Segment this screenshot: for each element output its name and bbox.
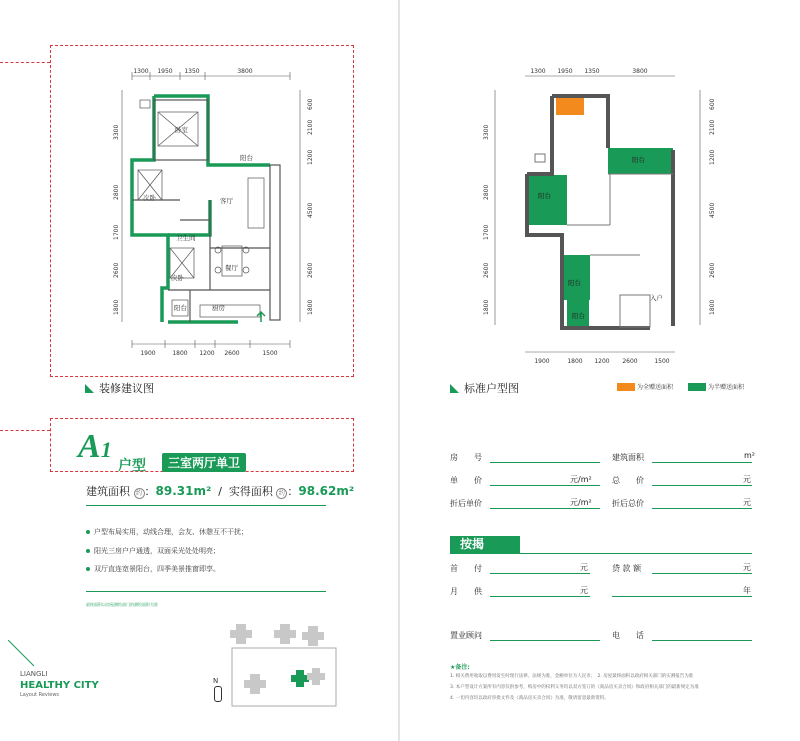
std-dim-left-3: 1700 <box>483 224 490 240</box>
build-area-field[interactable] <box>652 462 752 463</box>
brand-small: LIANGLI <box>20 670 48 678</box>
unit-yuan-total: 元 <box>743 475 751 484</box>
label-monthly: 月 供 <box>450 587 482 596</box>
std-dim-top-1: 1300 <box>530 68 546 75</box>
remarks-title: ★备注: <box>450 664 470 671</box>
caption-marker-icon <box>450 384 459 393</box>
dim-top-4: 3800 <box>237 68 253 75</box>
std-dim-right-1: 600 <box>709 98 716 110</box>
label-room-no: 房 号 <box>450 453 482 462</box>
phone-field[interactable] <box>652 640 752 641</box>
unit-letter <box>78 428 112 466</box>
unit-yuan-down: 元 <box>580 563 588 572</box>
down-payment-field[interactable] <box>490 573 590 574</box>
dim-bottom-4: 2600 <box>224 350 240 357</box>
caption-marker-icon <box>85 384 94 393</box>
std-dim-bottom-5: 1500 <box>654 358 670 365</box>
legend-half-text: 为半赠送面积 <box>708 384 745 391</box>
dim-right-4: 4500 <box>307 202 314 218</box>
bullet-icon <box>86 567 90 571</box>
unit-yuan-m2: 元/m² <box>570 475 592 484</box>
std-dim-top-2: 1950 <box>557 68 573 75</box>
feature-1-text: 户型布局实用，动线合理，会友、休憩互不干扰； <box>94 528 248 536</box>
monthly-field[interactable] <box>490 596 590 597</box>
std-dim-left-4: 2600 <box>483 262 490 278</box>
room-bedroom: 卧室 <box>175 126 188 134</box>
label-discount-price: 折后单价 <box>450 499 482 508</box>
room-second-bedroom-1: 次卧 <box>143 194 156 202</box>
dim-bottom-5: 1500 <box>262 350 278 357</box>
dim-right-6: 1800 <box>307 299 314 315</box>
approx-icon: 约 <box>134 488 145 499</box>
std-dim-right-3: 1200 <box>709 149 716 165</box>
std-dim-bottom-1: 1900 <box>534 358 550 365</box>
label-phone: 电 话 <box>612 631 644 640</box>
std-dim-left-5: 1800 <box>483 299 490 315</box>
room-living-room: 客厅 <box>220 197 233 205</box>
area-note: 最终面积以房屋测绘部门的测绘面积为准 <box>86 602 158 607</box>
balcony-left-fill <box>527 175 567 225</box>
full-gift-area <box>556 97 584 115</box>
std-room-balcony-top: 阳台 <box>632 156 645 164</box>
label-unit-price: 单 价 <box>450 476 482 485</box>
dim-left-2: 2800 <box>113 184 120 200</box>
dim-bottom-1: 1900 <box>140 350 156 357</box>
caption-furnished-text: 装修建议图 <box>99 382 154 395</box>
feature-1 <box>86 527 248 537</box>
unit-tag: 三室两厅单卫 <box>162 453 246 472</box>
highlighted-building-icon <box>291 670 309 687</box>
dim-right-5: 2600 <box>307 262 314 278</box>
dim-bottom-3: 1200 <box>199 350 215 357</box>
legend-full <box>617 382 673 391</box>
furnished-floorplan <box>110 60 340 360</box>
std-dim-right-4: 4500 <box>709 202 716 218</box>
unit-yuan-m2-2: 元/m² <box>570 498 592 507</box>
label-total-price: 总 价 <box>612 476 644 485</box>
remark-1: 1. 相关费用收取以费用发生时现行法律、法规为准，金额单位为人民币； 2. 房屋最终面积以政府相关部门的实测报告为准 <box>450 674 694 679</box>
compass-icon <box>214 686 222 702</box>
room-dining-room: 餐厅 <box>225 264 238 272</box>
std-dim-left-1: 3300 <box>483 124 490 140</box>
dim-right-2: 2100 <box>307 119 314 135</box>
real-area-label: 实得面积 <box>228 485 273 498</box>
caption-furnished <box>85 380 154 396</box>
approx-icon-2: 约 <box>276 488 287 499</box>
dim-left-1: 3300 <box>113 124 120 140</box>
room-balcony-top: 阳台 <box>240 154 253 162</box>
total-price-field[interactable] <box>652 485 752 486</box>
label-build-area: 建筑面积 <box>612 453 644 462</box>
dim-left-3: 1700 <box>113 224 120 240</box>
unit-m2: m² <box>744 451 755 460</box>
dim-bottom-2: 1800 <box>172 350 188 357</box>
std-dim-top-4: 3800 <box>632 68 648 75</box>
caption-standard <box>450 380 519 396</box>
caption-standard-text: 标准户型图 <box>464 382 519 395</box>
std-room-balcony-left: 阳台 <box>538 192 551 200</box>
std-dim-left-2: 2800 <box>483 184 490 200</box>
std-room-entrance: 入户 <box>650 294 663 302</box>
unit-type-label: 户型 <box>118 458 146 474</box>
unit-areas: 建筑面积 约 ：89.31m² / 实得面积 约 ：98.62m² <box>86 484 355 498</box>
dim-left-5: 1800 <box>113 299 120 315</box>
brand-lines <box>8 640 38 670</box>
legend-full-text: 为全赠送面积 <box>637 384 674 391</box>
legend-half <box>688 382 744 391</box>
feature-3 <box>86 564 220 574</box>
unit-price-field[interactable] <box>490 485 600 486</box>
site-plan <box>228 618 338 708</box>
std-dim-right-2: 2100 <box>709 119 716 135</box>
page-fold <box>398 0 400 741</box>
brand-subtitle: Layout Reviews <box>20 692 60 698</box>
std-dim-top-3: 1350 <box>584 68 600 75</box>
bullet-icon <box>86 549 90 553</box>
room-kitchen: 厨房 <box>212 304 225 312</box>
feature-3-text: 双厅直连宽景阳台，四季美景推窗即享。 <box>94 565 220 573</box>
dim-right-1: 600 <box>307 98 314 110</box>
std-dim-bottom-2: 1800 <box>567 358 583 365</box>
brand-title: HEALTHY CITY <box>20 680 99 691</box>
std-room-balcony-mid: 阳台 <box>568 279 581 287</box>
unit-years: 年 <box>743 586 751 595</box>
dim-right-3: 1200 <box>307 149 314 165</box>
discount-total-field[interactable] <box>652 508 752 509</box>
loan-amount-field[interactable] <box>652 573 752 574</box>
red-dash-connector-mid <box>0 430 50 431</box>
bullet-icon <box>86 530 90 534</box>
standard-floorplan <box>470 60 720 370</box>
unit-yuan-discount: 元 <box>743 498 751 507</box>
legend-half-swatch <box>688 383 706 391</box>
note-divider <box>86 591 326 592</box>
dim-top-2: 1950 <box>157 68 173 75</box>
label-consultant: 置业顾问 <box>450 631 482 640</box>
build-area-label: 建筑面积 <box>86 485 130 498</box>
std-room-balcony-bottom: 阳台 <box>572 312 585 320</box>
remark-3: 4. 一切内容均以政府审批文件及《商品房买卖合同》为准，敬请留意最新资料。 <box>450 696 609 701</box>
build-area-value: 89.31m² <box>155 484 212 498</box>
label-down-payment: 首 付 <box>450 564 482 573</box>
balcony-mid-fill <box>562 255 590 300</box>
room-second-bedroom-2: 次卧 <box>171 274 184 282</box>
room-bathroom: 卫生间 <box>176 234 196 242</box>
unit-yuan-monthly: 元 <box>580 586 588 595</box>
std-dim-right-6: 1800 <box>709 299 716 315</box>
unit-letter-sub: 1 <box>100 437 112 462</box>
remark-2: 3. 本户型设计方案所有内容仅供参考，购房中的权利义务均以双方签订的《商品房买卖合同》和政府相关部门的最新规定为准 <box>450 685 699 690</box>
consultant-field[interactable] <box>490 640 600 641</box>
std-dim-right-5: 2600 <box>709 262 716 278</box>
feature-2-text: 阳光三房户户通透，双面采光处处明亮； <box>94 547 220 555</box>
mortgage-divider <box>450 553 752 554</box>
std-dim-bottom-4: 2600 <box>622 358 638 365</box>
room-balcony-bottom: 阳台 <box>174 304 187 312</box>
dim-top-1: 1300 <box>133 68 149 75</box>
unit-letter-a: A <box>78 428 101 465</box>
feature-2 <box>86 546 220 556</box>
legend-full-swatch <box>617 383 635 391</box>
feature-divider <box>86 505 326 506</box>
dim-top-3: 1350 <box>184 68 200 75</box>
discount-price-field[interactable] <box>490 508 600 509</box>
dim-left-4: 2600 <box>113 262 120 278</box>
real-area-value: 98.62m² <box>298 484 355 498</box>
years-field[interactable] <box>612 596 752 597</box>
unit-yuan-loan: 元 <box>743 563 751 572</box>
north-label: N <box>213 677 219 685</box>
red-dash-connector-top <box>0 62 50 63</box>
label-loan-amount: 贷 款 额 <box>612 564 642 573</box>
std-dim-bottom-3: 1200 <box>594 358 610 365</box>
mortgage-title: 按揭 <box>450 536 520 553</box>
room-no-field[interactable] <box>490 462 600 463</box>
label-discount-total: 折后总价 <box>612 499 644 508</box>
